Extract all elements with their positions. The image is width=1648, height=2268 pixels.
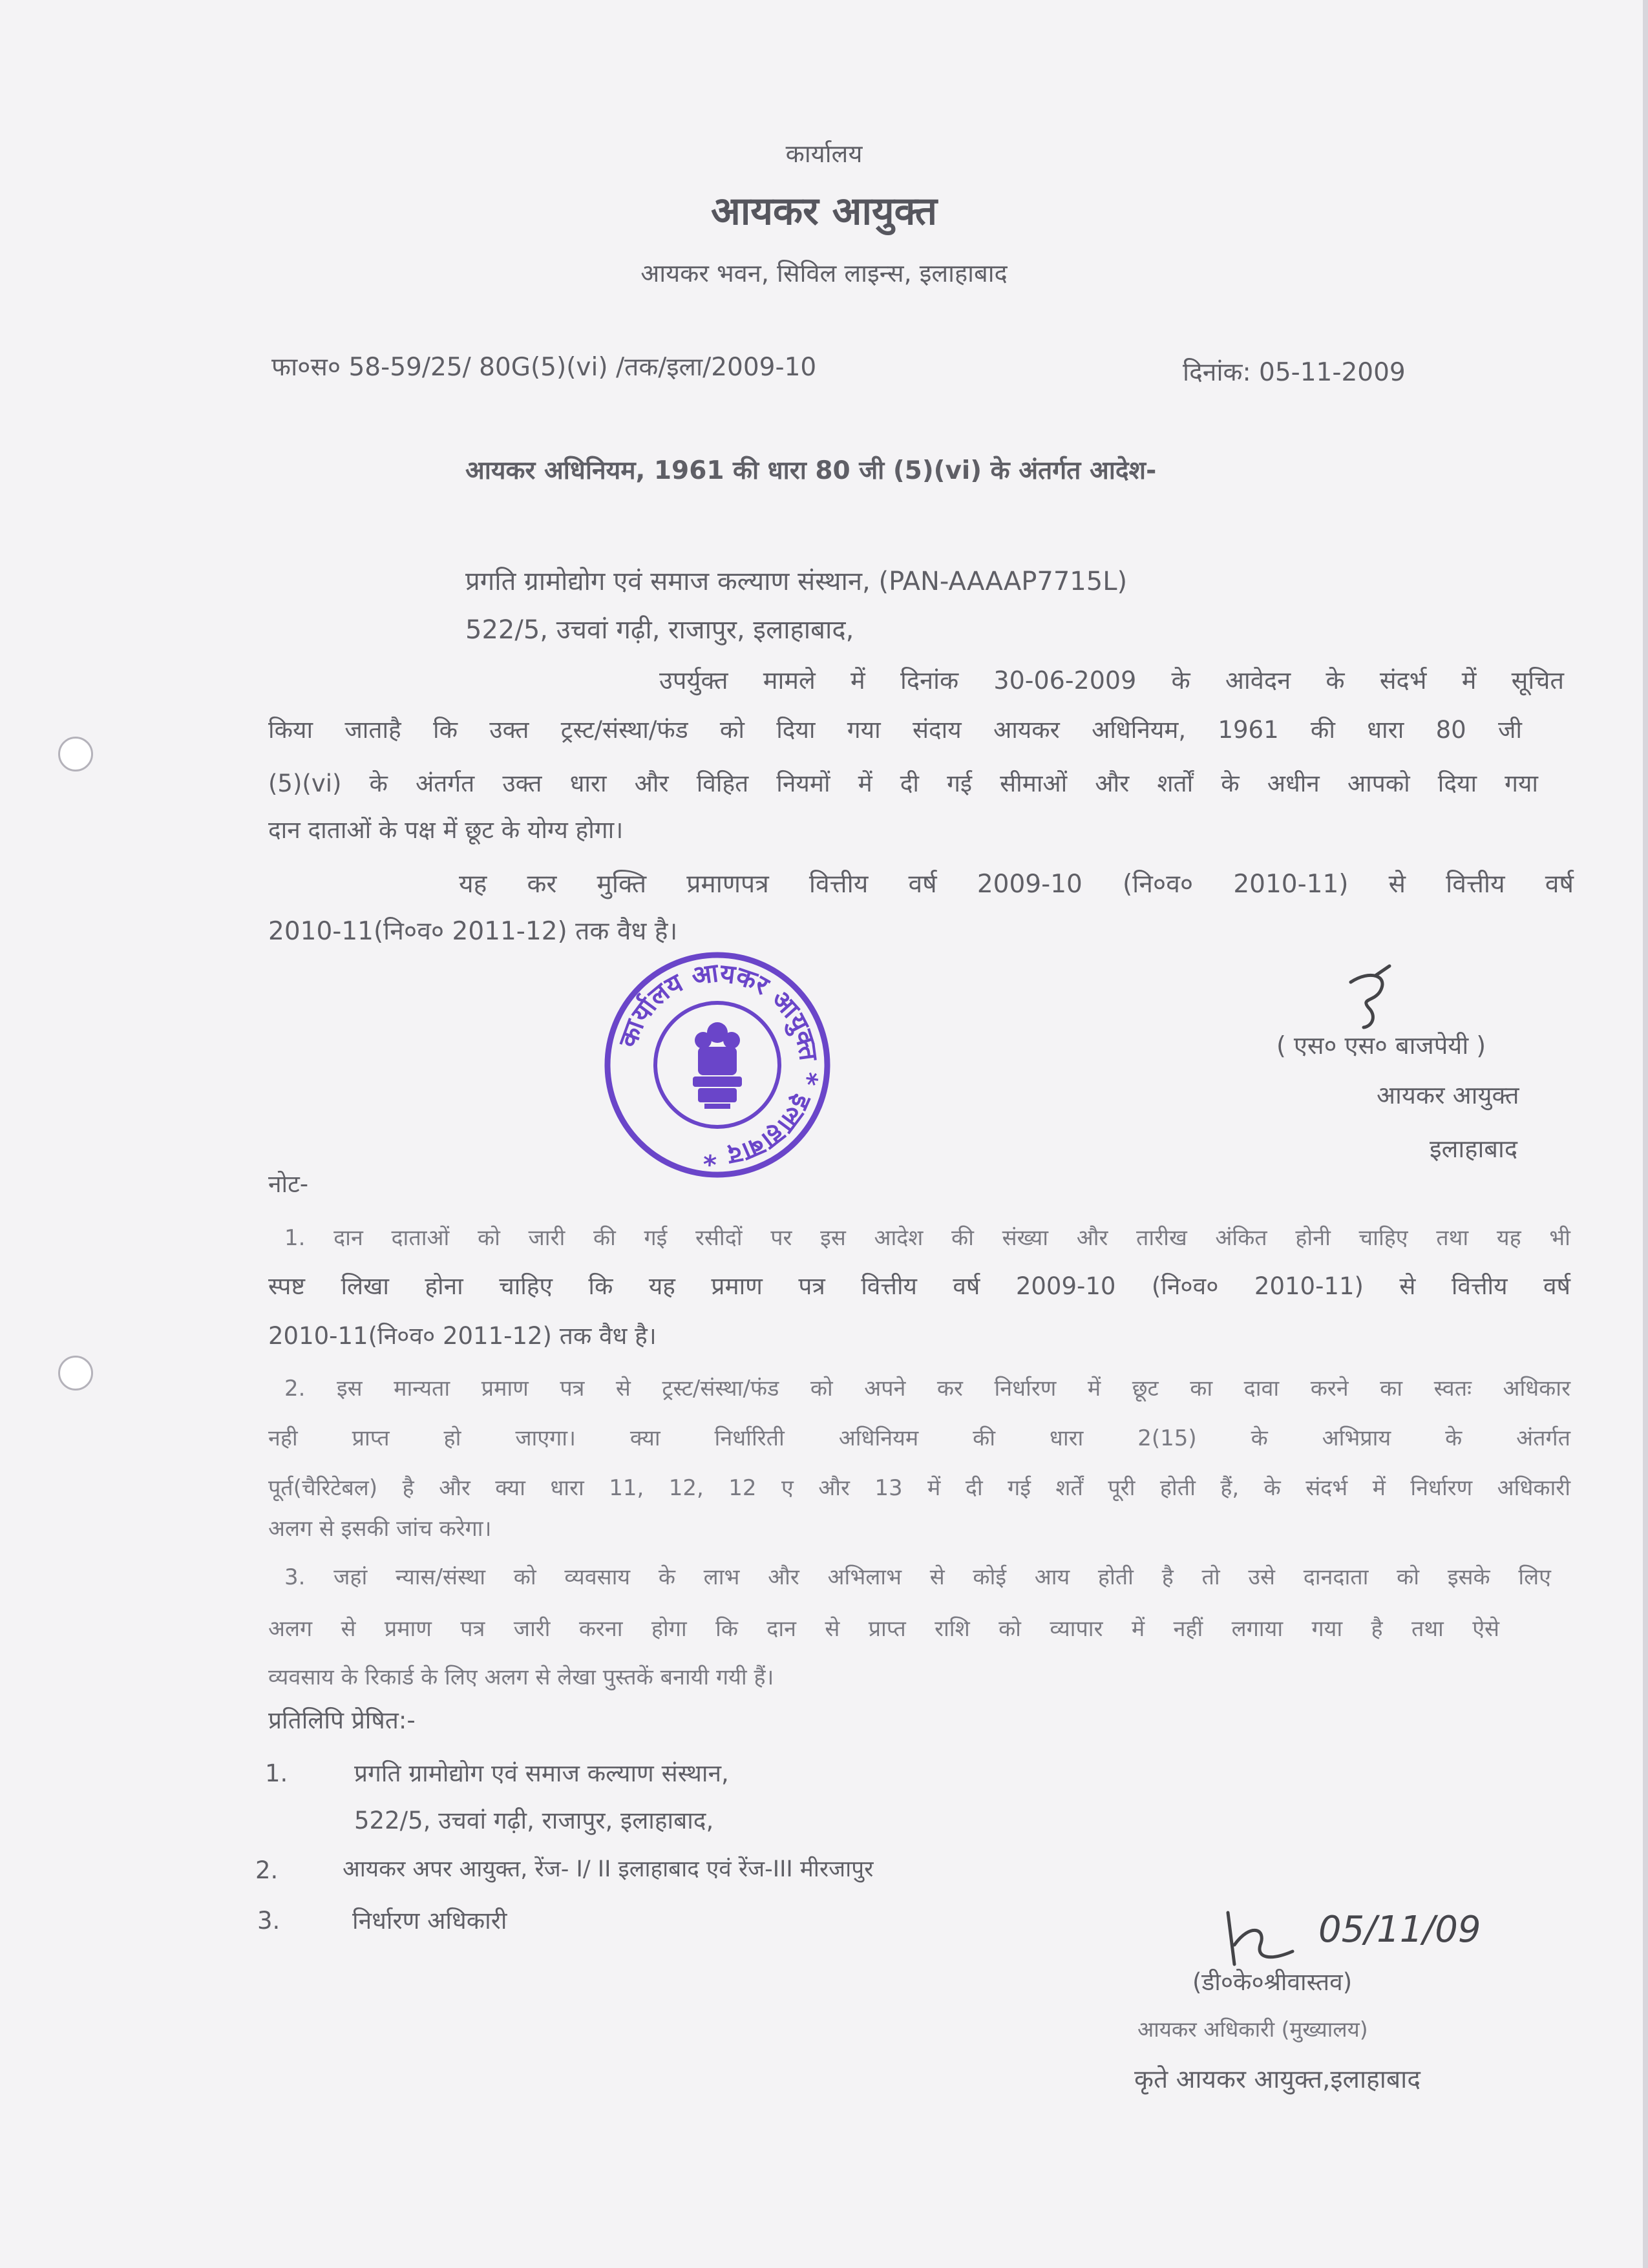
addressee-name: प्रगति ग्रामोद्योग एवं समाज कल्याण संस्थान, (PAN-AAAAP7715L) bbox=[465, 567, 1128, 596]
note-line: नही प्राप्त हो जाएगा। क्या निर्धारिती अधिनियम की धारा 2(15) के अभिप्राय के अंतर्गत bbox=[268, 1425, 1570, 1451]
note-line: 2. इस मान्यता प्रमाण पत्र से ट्रस्ट/संस्था/फंड को अपने कर निर्धारण में छूट का दावा करने का स्वतः अधिकार bbox=[284, 1376, 1570, 1402]
svg-text:कार्यालय आयकर आयुक्त * इलाहाबा: कार्यालय आयकर आयुक्त * इलाहाबाद * bbox=[613, 958, 824, 1171]
officer-name: (डी०के०श्रीवास्तव) bbox=[1192, 1968, 1353, 1996]
signatory-name: ( एस० एस० बाजपेयी ) bbox=[1276, 1031, 1486, 1060]
copy-to-line: आयकर अपर आयुक्त, रेंज- I/ II इलाहाबाद एवं रेंज-III मीरजापुर bbox=[343, 1856, 874, 1882]
body-line: 2010-11(नि०व० 2011-12) तक वैध है। bbox=[268, 917, 678, 946]
copy-to-heading: प्रतिलिपि प्रेषित:- bbox=[268, 1706, 416, 1734]
office-seal-stamp bbox=[601, 949, 834, 1181]
signature-date: 05/11/09 bbox=[1318, 1909, 1481, 1951]
copy-to-line: 522/5, उचवां गढ़ी, राजापुर, इलाहाबाद, bbox=[354, 1807, 714, 1834]
body-line: किया जाताहै कि उक्त ट्रस्ट/संस्था/फंड को दिया गया संदाय आयकर अधिनियम, 1961 की धारा 80 जी bbox=[268, 716, 1522, 744]
page-title: आयकर आयुक्त bbox=[710, 189, 938, 234]
note-line: पूर्त(चैरिटेबल) है और क्या धारा 11, 12, 12 ए और 13 में दी गई शर्तें पूरी होती हैं, के संदर्भ में निर्धारण अधिकारी bbox=[268, 1475, 1570, 1501]
punch-hole bbox=[58, 1356, 93, 1391]
office-label: कार्यालय bbox=[785, 140, 863, 168]
signatory-designation: आयकर आयुक्त bbox=[1377, 1081, 1519, 1109]
order-date: दिनांक: 05-11-2009 bbox=[1183, 358, 1406, 387]
officer-on-behalf: कृते आयकर आयुक्त,इलाहाबाद bbox=[1134, 2065, 1421, 2094]
addressee-address: 522/5, उचवां गढ़ी, राजापुर, इलाहाबाद, bbox=[465, 615, 854, 645]
copy-to-number: 3. bbox=[257, 1907, 280, 1935]
copy-to-number: 2. bbox=[255, 1856, 279, 1884]
note-line: अलग से इसकी जांच करेगा। bbox=[268, 1516, 492, 1542]
note-heading: नोट- bbox=[268, 1170, 309, 1198]
officer-designation: आयकर अधिकारी (मुख्यालय) bbox=[1137, 2017, 1368, 2042]
note-line: व्यवसाय के रिकार्ड के लिए अलग से लेखा पुस्तकें बनायी गयी हैं। bbox=[268, 1664, 774, 1690]
order-subject: आयकर अधिनियम, 1961 की धारा 80 जी (5)(vi) के अंतर्गत आदेश- bbox=[465, 456, 1157, 485]
note-line: 1. दान दाताओं को जारी की गई रसीदों पर इस आदेश की संख्या और तारीख अंकित होनी चाहिए तथा यह भी bbox=[284, 1225, 1570, 1251]
body-line: यह कर मुक्ति प्रमाणपत्र वित्तीय वर्ष 2009-10 (नि०व० 2010-11) से वित्तीय वर्ष bbox=[459, 870, 1574, 899]
copy-to-line: निर्धारण अधिकारी bbox=[352, 1907, 507, 1935]
body-line: उपर्युक्त मामले में दिनांक 30-06-2009 के आवेदन के संदर्भ में सूचित bbox=[659, 666, 1564, 695]
punch-hole bbox=[58, 737, 93, 772]
signatory-place: इलाहाबाद bbox=[1430, 1135, 1518, 1163]
signature-initial-mark bbox=[1344, 963, 1402, 1034]
officer-signature bbox=[1215, 1900, 1305, 1971]
page-edge bbox=[1643, 0, 1648, 2268]
note-line: अलग से प्रमाण पत्र जारी करना होगा कि दान से प्राप्त राशि को व्यापार में नहीं लगाया गया है तथा ऐसे bbox=[268, 1616, 1499, 1642]
note-line: 2010-11(नि०व० 2011-12) तक वैध है। bbox=[268, 1322, 657, 1350]
office-address: आयकर भवन, सिविल लाइन्स, इलाहाबाद bbox=[640, 259, 1008, 288]
body-line: दान दाताओं के पक्ष में छूट के योग्य होगा। bbox=[268, 816, 624, 844]
note-line: स्पष्ट लिखा होना चाहिए कि यह प्रमाण पत्र वित्तीय वर्ष 2009-10 (नि०व० 2010-11) से वित्तीय वर्ष bbox=[268, 1272, 1570, 1300]
note-line: 3. जहां न्यास/संस्था को व्यवसाय के लाभ और अभिलाभ से कोई आय होती है तो उसे दानदाता को इसके लिए bbox=[284, 1564, 1551, 1590]
copy-to-line: प्रगति ग्रामोद्योग एवं समाज कल्याण संस्थान, bbox=[354, 1759, 729, 1787]
body-line: (5)(vi) के अंतर्गत उक्त धारा और विहित नियमों में दी गई सीमाओं और शर्तों के अधीन आपको दिया गया bbox=[268, 770, 1538, 797]
copy-to-number: 1. bbox=[265, 1759, 288, 1787]
file-number: फा०स० 58-59/25/ 80G(5)(vi) /तक/इला/2009-10 bbox=[271, 353, 817, 382]
